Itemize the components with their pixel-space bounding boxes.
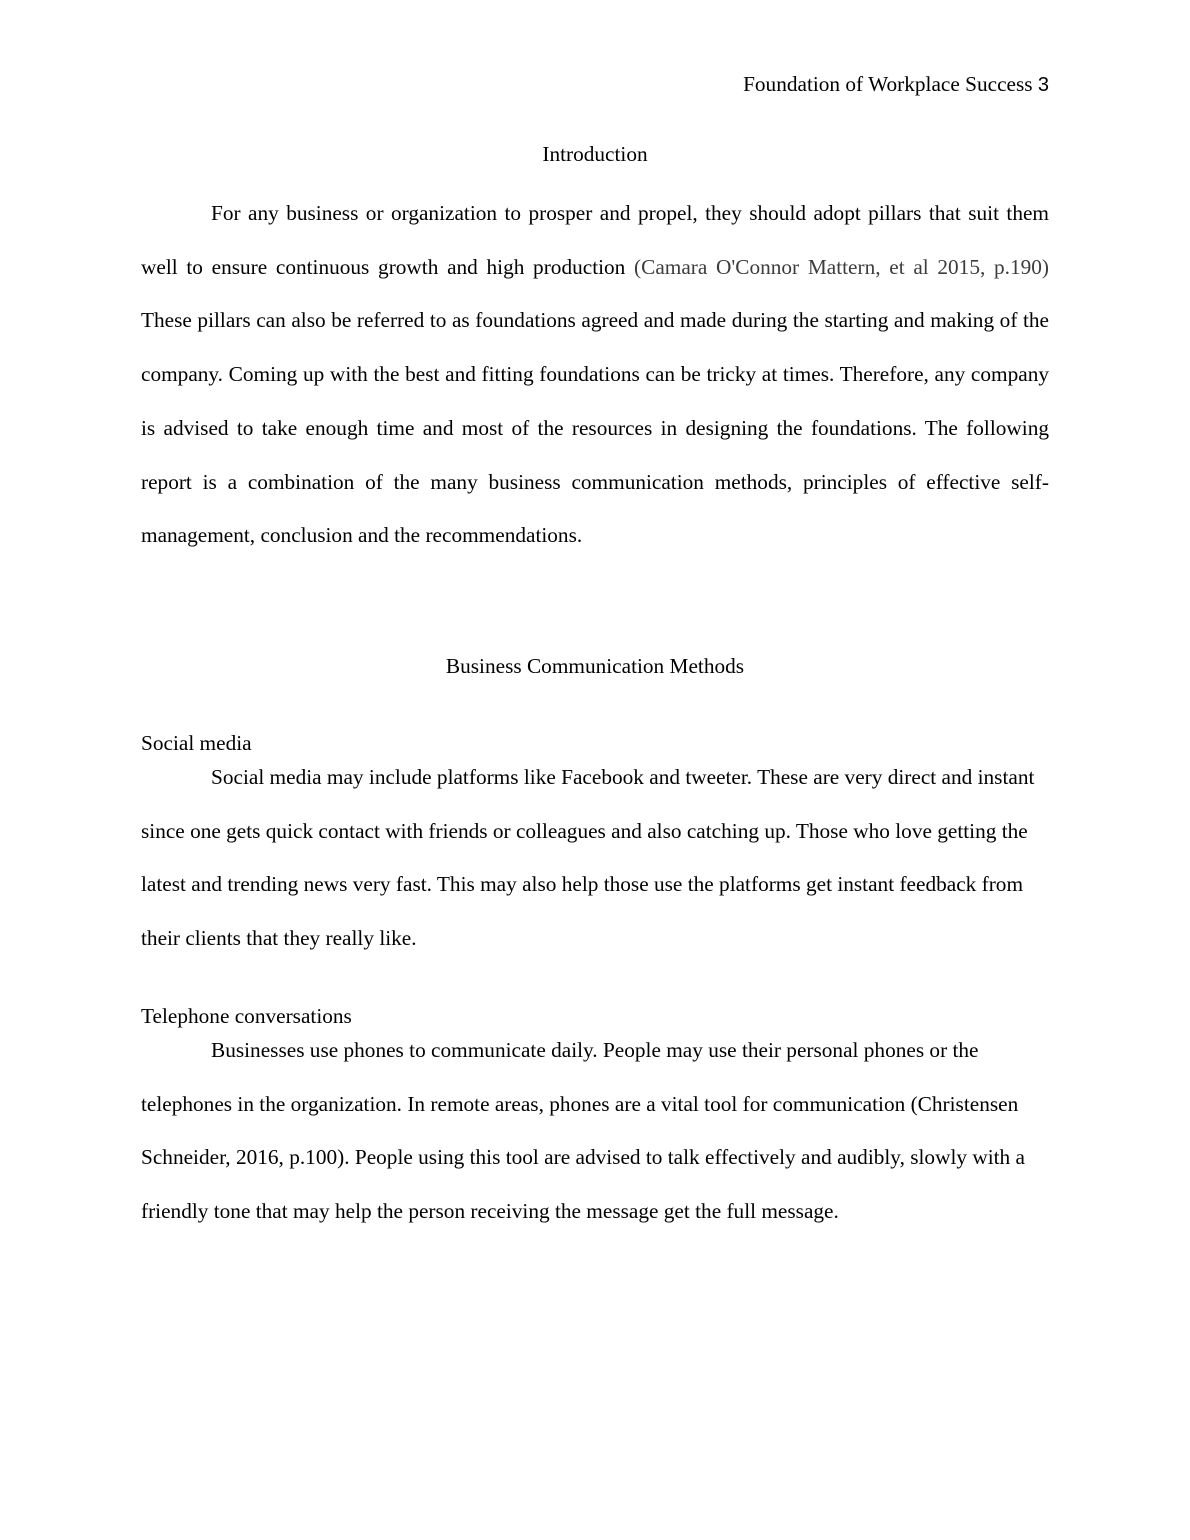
communication-methods-heading: Business Communication Methods bbox=[445, 654, 745, 678]
introduction-heading: Introduction bbox=[542, 142, 648, 166]
social-media-subheading: Social media bbox=[141, 731, 252, 755]
introduction-text-part2: These pillars can also be referred to as foundations agreed and made during the starting and making of the company. Coming up with the best and fitting foundations can be tricky at times. Therefore, any company is advised to take enough time and most of the resources in designing the foundations. The following report is a combination of the many business communication methods, principles of effective self-management, conclusion and the recommendations. bbox=[141, 308, 1049, 548]
page-number: 3 bbox=[1037, 74, 1049, 96]
introduction-paragraph bbox=[141, 187, 1049, 563]
telephone-subheading: Telephone conversations bbox=[141, 1004, 352, 1028]
introduction-text-part1: For any business or organization to prosper and propel, they should adopt pillars that suit them well to ensure continuous growth and high production bbox=[141, 201, 1049, 279]
page-header bbox=[743, 71, 1049, 98]
telephone-paragraph: Businesses use phones to communicate daily. People may use their personal phones or the telephones in the organization. In remote areas, phones are a vital tool for communication (Christensen Schneider, 2016, p.100). People using this tool are advised to talk effectively and audibly, slowly with a friendly tone that may help the person receiving the message get the full message. bbox=[141, 1038, 1025, 1224]
introduction-citation: (Camara O'Connor Mattern, et al 2015, p.190) bbox=[634, 254, 1049, 279]
running-title: Foundation of Workplace Success bbox=[743, 72, 1033, 96]
social-media-paragraph: Social media may include platforms like Facebook and tweeter. These are very direct and instant since one gets quick contact with friends or colleagues and also catching up. Those who love getting the latest and trending news very fast. This may also help those use the platforms get instant feedback from their clients that they really like. bbox=[141, 765, 1035, 951]
